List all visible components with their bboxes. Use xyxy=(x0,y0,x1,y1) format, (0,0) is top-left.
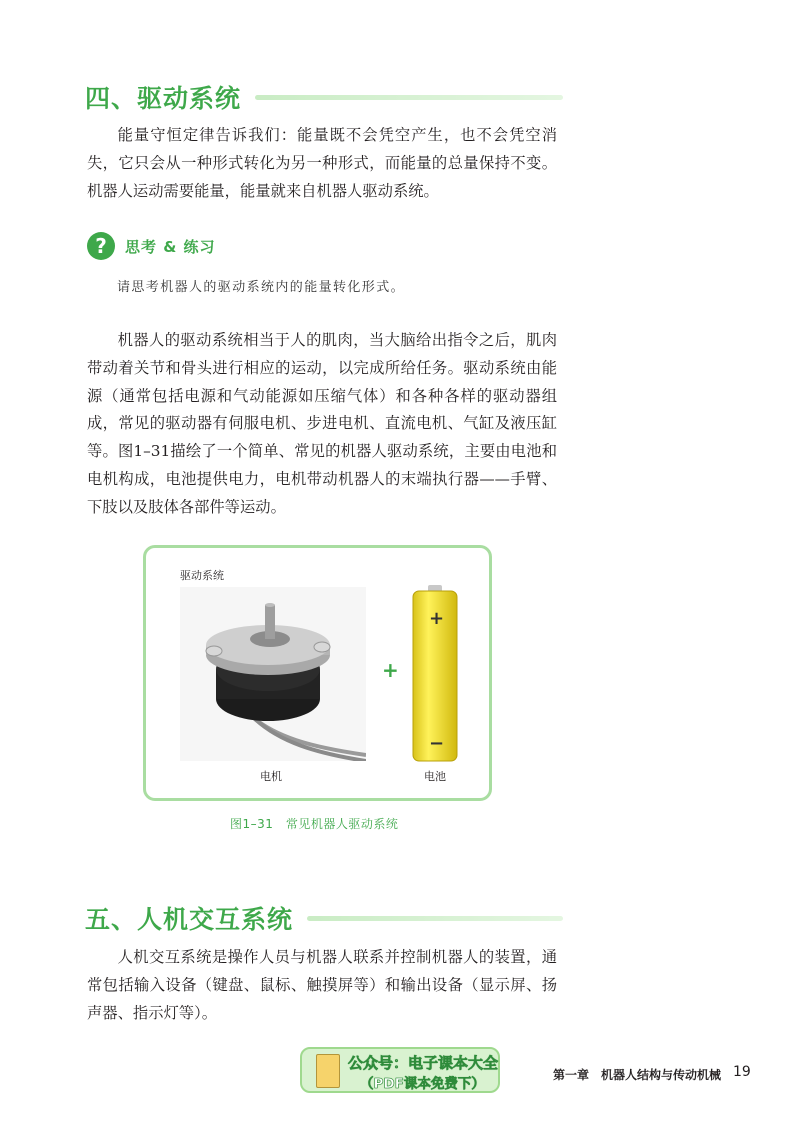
section-title: 四、驱动系统 xyxy=(85,84,242,113)
figure-box-label: 驱动系统 xyxy=(180,569,224,582)
page-number: 19 xyxy=(733,1064,751,1080)
section-title: 五、人机交互系统 xyxy=(85,905,294,934)
motor-photo xyxy=(180,587,366,761)
think-practice-header xyxy=(87,232,216,260)
battery-minus-mark: − xyxy=(429,733,445,754)
paragraph-drive-system: 机器人的驱动系统相当于人的肌肉，当大脑给出指令之后，肌肉带动着关节和骨头进行相应的运动，以完成所给任务。驱动系统由能源（通常包括电源和气动能源如压缩气体）和各种各样的驱动器组成，常见的驱动器有伺服电机、步进电机、直流电机、气缸及液压缸等。图1–31描绘了一个简单、常见的机器人驱动系统，主要由电池和电机构成，电池提供电力，电机带动机器人的末端执行器——手臂、下肢以及肢体各部件等运动。 xyxy=(87,331,557,516)
heading-divider xyxy=(255,95,563,100)
book-icon xyxy=(316,1054,340,1088)
think-question: 请思考机器人的驱动系统内的能量转化形式。 xyxy=(117,280,406,295)
battery-plus-mark: + xyxy=(429,608,445,629)
paragraph-hci: 人机交互系统是操作人员与机器人联系并控制机器人的装置，通常包括输入设备（键盘、鼠标、触摸屏等）和输出设备（显示屏、扬声器、指示灯等）。 xyxy=(87,948,557,1022)
battery-label: 电池 xyxy=(424,770,446,783)
question-icon: ? xyxy=(87,232,115,260)
chapter-title: 第一章 机器人结构与传动机械 xyxy=(553,1068,722,1082)
think-practice-title: 思考 & 练习 xyxy=(125,237,216,256)
badge-line1: 公众号：电子课本大全 xyxy=(348,1054,499,1072)
section-heading-hci xyxy=(85,898,563,938)
motor-label: 电机 xyxy=(260,770,282,783)
plus-sign: + xyxy=(382,658,399,682)
section-heading-drive-system xyxy=(85,77,563,117)
wechat-badge xyxy=(300,1047,500,1093)
heading-divider xyxy=(307,916,563,921)
badge-line2: （PDF课本免费下） xyxy=(360,1076,485,1092)
paragraph-energy: 能量守恒定律告诉我们：能量既不会凭空产生，也不会凭空消失，它只会从一种形式转化为另一种形式，而能量的总量保持不变。机器人运动需要能量，能量就来自机器人驱动系统。 xyxy=(87,126,557,200)
figure-caption: 图1–31 常见机器人驱动系统 xyxy=(230,817,399,831)
